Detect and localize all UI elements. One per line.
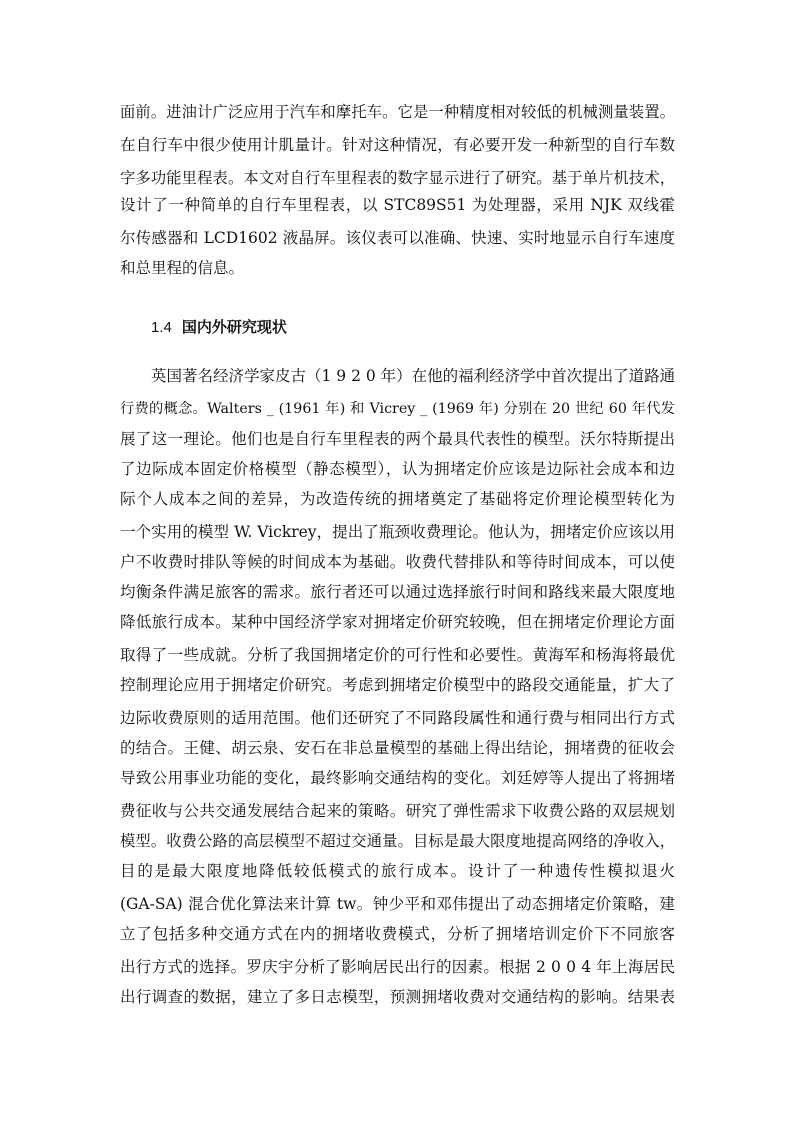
paragraph-1-line: 面前。进油计广泛应用于汽车和摩托车。它是一种精度相对较低的机械测量装置。: [120, 103, 675, 121]
section-number: 1.4: [151, 319, 172, 336]
paragraph-1-line: 和总里程的信息。: [120, 259, 245, 277]
paragraph-2-line: 展了这一理论。他们也是自行车里程表的两个最具代表性的模型。沃尔特斯提出: [120, 430, 675, 448]
paragraph-2-line: 模型。收费公路的高层模型不超过交通量。目标是最大限度地提高网络的净收入，: [120, 832, 675, 850]
paragraph-2-line: 英国著名经济学家皮古（1 9 2 0 年）在他的福利经济学中首次提出了道路通: [151, 367, 675, 385]
paragraph-1-line: 在自行车中很少使用计肌量计。针对这种情况，有必要开发一种新型的自行车数: [120, 136, 675, 154]
paragraph-1-line: 设计了一种简单的自行车里程表，以 STC89S51 为处理器，采用 NJK 双线霍: [120, 196, 675, 214]
paragraph-2-line: 费征收与公共交通发展结合起来的策略。研究了弹性需求下收费公路的双层规划: [120, 802, 675, 820]
paragraph-2-line: 出行调查的数据，建立了多日志模型，预测拥堵收费对交通结构的影响。结果表: [120, 988, 675, 1006]
paragraph-2-line: 了边际成本固定价格模型（静态模型），认为拥堵定价应该是边际社会成本和边: [120, 460, 675, 478]
paragraph-2-line: 户不收费时排队等候的时间成本为基础。收费代替排队和等待时间成本，可以使: [120, 553, 675, 571]
paragraph-2-line: 一个实用的模型 W. Vickrey，提出了瓶颈收费理论。他认为，拥堵定价应该以用: [120, 523, 675, 541]
section-heading: [151, 312, 287, 342]
paragraph-2-line: 均衡条件满足旅客的需求。旅行者还可以通过选择旅行时间和路线来最大限度地: [120, 583, 675, 601]
paragraph-2-line: 行费的概念。Walters _ (1961 年) 和 Vicrey _ (1969 年) 分别在 20 世纪 60 年代发: [120, 401, 675, 417]
paragraph-2-line: 出行方式的选择。罗庆宇分析了影响居民出行的因素。根据 2 0 0 4 年上海居民: [120, 958, 675, 976]
paragraph-2-line: (GA-SA) 混合优化算法来计算 tw。钟少平和邓伟提出了动态拥堵定价策略，建: [120, 895, 675, 913]
paragraph-1-line: 尔传感器和 LCD1602 液晶屏。该仪表可以准确、快速、实时地显示自行车速度: [120, 229, 675, 247]
paragraph-2-line: 导致公用事业功能的变化，最终影响交通结构的变化。刘廷婷等人提出了将拥堵: [120, 769, 675, 787]
paragraph-2-line: 控制理论应用于拥堵定价研究。考虑到拥堵定价模型中的路段交通能量，扩大了: [120, 676, 675, 694]
section-title: 国内外研究现状: [181, 318, 287, 336]
paragraph-2-line: 取得了一些成就。分析了我国拥堵定价的可行性和必要性。黄海军和杨海将最优: [120, 646, 675, 664]
paragraph-2-line: 边际收费原则的适用范围。他们还研究了不同路段属性和通行费与相同出行方式: [120, 709, 675, 727]
paragraph-2-line: 际个人成本之间的差异，为改造传统的拥堵奠定了基础将定价理论模型转化为: [120, 490, 675, 508]
paragraph-1-line: 字多功能里程表。本文对自行车里程表的数字显示进行了研究。基于单片机技术，: [120, 169, 675, 187]
paragraph-2-line: 立了包括多种交通方式在内的拥堵收费模式，分析了拥堵培训定价下不同旅客: [120, 925, 675, 943]
paragraph-2-line: 降低旅行成本。某种中国经济学家对拥堵定价研究较晚，但在拥堵定价理论方面: [120, 613, 675, 631]
paragraph-2-line: 目的是最大限度地降低较低模式的旅行成本。设计了一种遗传性模拟退火: [120, 862, 675, 880]
paragraph-2-line: 的结合。王健、胡云泉、安石在非总量模型的基础上得出结论，拥堵费的征收会: [120, 739, 675, 757]
